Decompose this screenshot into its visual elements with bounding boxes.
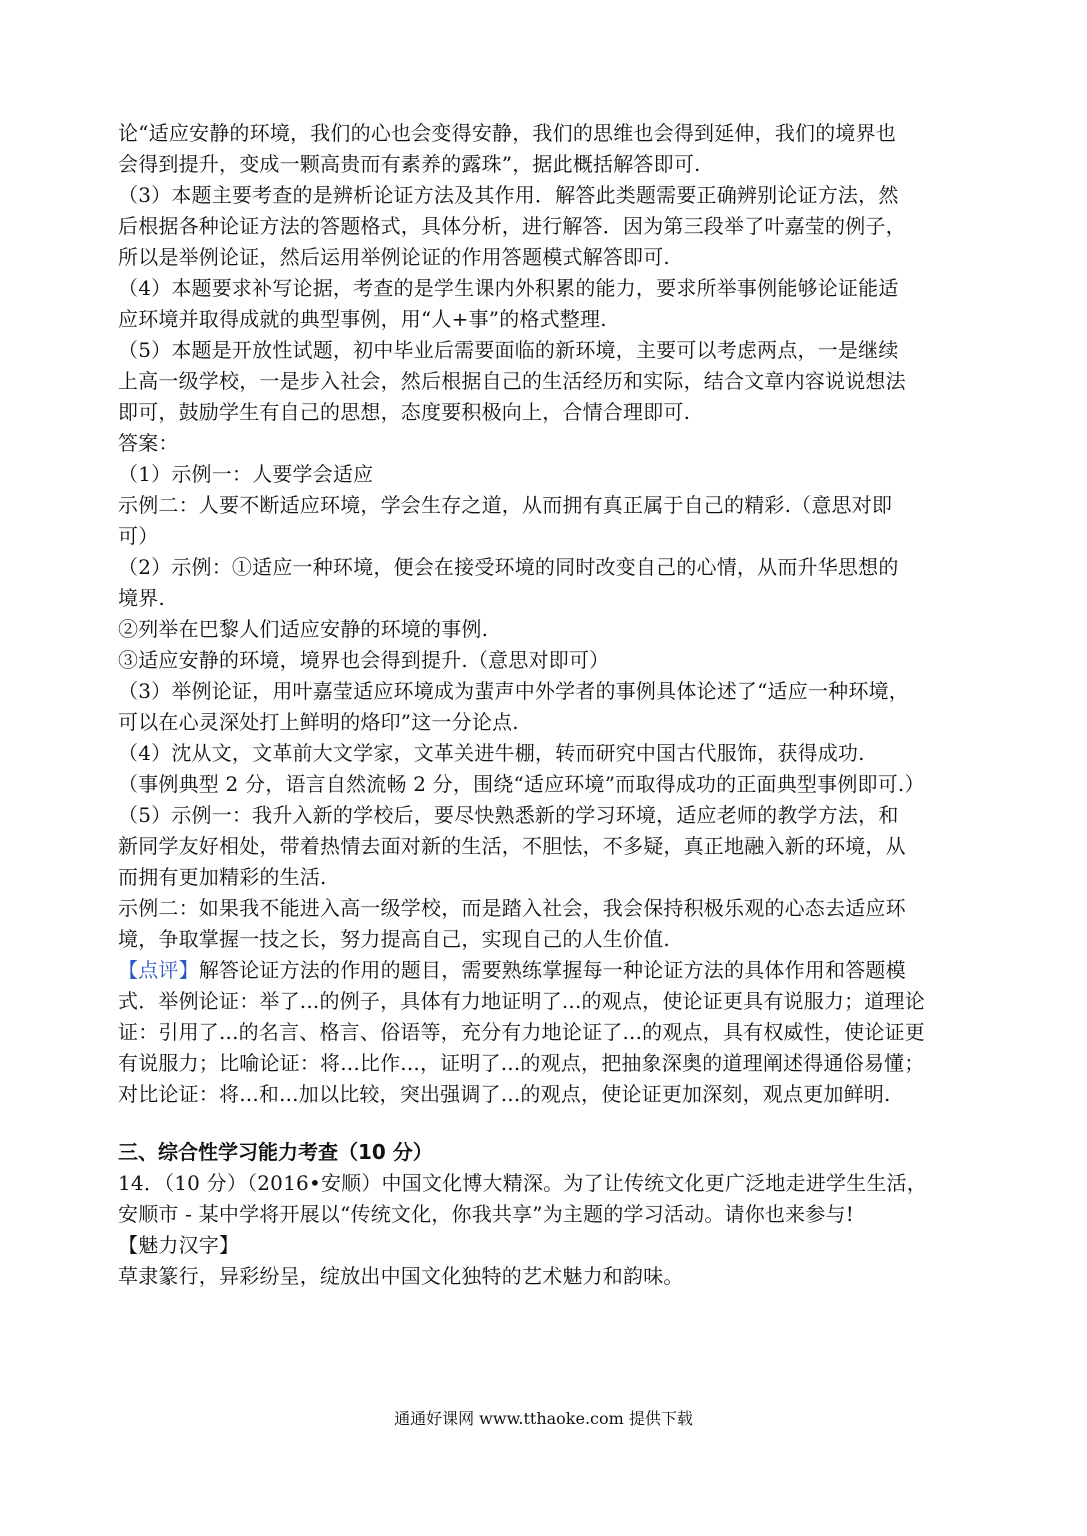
question-line: 安顺市 - 某中学将开展以“传统文化，你我共享”为主题的学习活动。请你也来参与! (118, 1202, 854, 1226)
explanation-line: 上高一级学校，一是步入社会，然后根据自己的生活经历和实际，结合文章内容说说想法 (118, 369, 906, 393)
answer-line: 可） (118, 524, 159, 548)
dianping-line: 式．举例论证：举了...的例子，具体有力地证明了...的观点，使论证更具有说服力；道理论 (118, 989, 925, 1013)
explanation-line: （3）本题主要考查的是辨析论证方法及其作用．解答此类题需要正确辨别论证方法，然 (118, 183, 899, 207)
explanation-line: 后根据各种论证方法的答题格式，具体分析，进行解答．因为第三段举了叶嘉莹的例子， (118, 214, 906, 238)
dianping-line: 对比论证：将...和...加以比较，突出强调了...的观点，使论证更加深刻，观点更加鲜明. (118, 1082, 891, 1106)
dianping-block (118, 955, 988, 1110)
question-line: 草隶篆行，异彩纷呈，绽放出中国文化独特的艺术魅力和韵味。 (118, 1264, 684, 1288)
question-block (118, 1168, 988, 1292)
answer-line: 可以在心灵深处打上鲜明的烙印”这一分论点. (118, 710, 519, 734)
answer-line: 境界. (118, 586, 165, 610)
answer-line: （事例典型 2 分，语言自然流畅 2 分，围绕“适应环境”而取得成功的正面典型事例即可.） (118, 772, 925, 796)
answer-line: ②列举在巴黎人们适应安静的环境的事例. (118, 617, 489, 641)
explanation-line: 应环境并取得成就的典型事例，用“人+事”的格式整理. (118, 307, 607, 331)
answer-line: （4）沈从文，文革前大文学家，文革关进牛棚，转而研究中国古代服饰，获得成功. (118, 741, 865, 765)
explanation-line: 所以是举例论证，然后运用举例论证的作用答题模式解答即可. (118, 245, 670, 269)
answer-line: （3）举例论证，用叶嘉莹适应环境成为蜚声中外学者的事例具体论述了“适应一种环境， (118, 679, 909, 703)
dianping-line: 证：引用了...的名言、格言、俗语等，充分有力地论证了...的观点，具有权威性，使论证更 (118, 1020, 925, 1044)
section-title: 三、综合性学习能力考查（10 分） (118, 1140, 433, 1164)
explanation-line: （4）本题要求补写论据，考查的是学生课内外积累的能力，要求所举事例能够论证能适 (118, 276, 899, 300)
answer-line: 而拥有更加精彩的生活. (118, 865, 327, 889)
dianping-tag: 【点评】 (118, 958, 199, 982)
explanation-line: （5）本题是开放性试题，初中毕业后需要面临的新环境，主要可以考虑两点，一是继续 (118, 338, 899, 362)
answer-block (118, 459, 988, 955)
dianping-text: 解答论证方法的作用的题目，需要熟练掌握每一种论证方法的具体作用和答题模 (198, 958, 906, 982)
question-line: 【魅力汉字】 (118, 1233, 240, 1257)
dianping-line: 有说服力；比喻论证：将...比作...，证明了...的观点，把抽象深奥的道理阐述得通俗易懂； (118, 1051, 925, 1075)
page-footer: 通通好课网 www.tthaoke.com 提供下载 (394, 1409, 693, 1428)
explanation-line: 即可，鼓励学生有自己的思想，态度要积极向上，合情合理即可. (118, 400, 691, 424)
explanation-block (118, 118, 988, 428)
answer-label: 答案： (118, 431, 179, 455)
answer-line: 新同学友好相处，带着热情去面对新的生活，不胆怯，不多疑，真正地融入新的环境，从 (118, 834, 906, 858)
answer-line: 示例二：人要不断适应环境，学会生存之道，从而拥有真正属于自己的精彩.（意思对即 (118, 493, 893, 517)
answer-line: （5）示例一：我升入新的学校后，要尽快熟悉新的学习环境，适应老师的教学方法，和 (118, 803, 899, 827)
answer-line: 境，争取掌握一技之长，努力提高自己，实现自己的人生价值. (118, 927, 670, 951)
question-line: 14．（10 分）（2016•安顺）中国文化博大精深。为了让传统文化更广泛地走进学生生活， (118, 1171, 927, 1195)
explanation-line: 论“适应安静的环境，我们的心也会变得安静，我们的思维也会得到延伸，我们的境界也 (118, 121, 897, 145)
document-body (118, 118, 988, 1292)
answer-line: ③适应安静的环境，境界也会得到提升.（意思对即可） (118, 648, 610, 672)
dianping-first-line (118, 955, 988, 986)
answer-line: （1）示例一：人要学会适应 (118, 462, 374, 486)
explanation-line: 会得到提升，变成一颗高贵而有素养的露珠”，据此概括解答即可. (118, 152, 701, 176)
answer-line: 示例二：如果我不能进入高一级学校，而是踏入社会，我会保持积极乐观的心态去适应环 (118, 896, 906, 920)
answer-line: （2）示例：①适应一种环境，便会在接受环境的同时改变自己的心情，从而升华思想的 (118, 555, 899, 579)
